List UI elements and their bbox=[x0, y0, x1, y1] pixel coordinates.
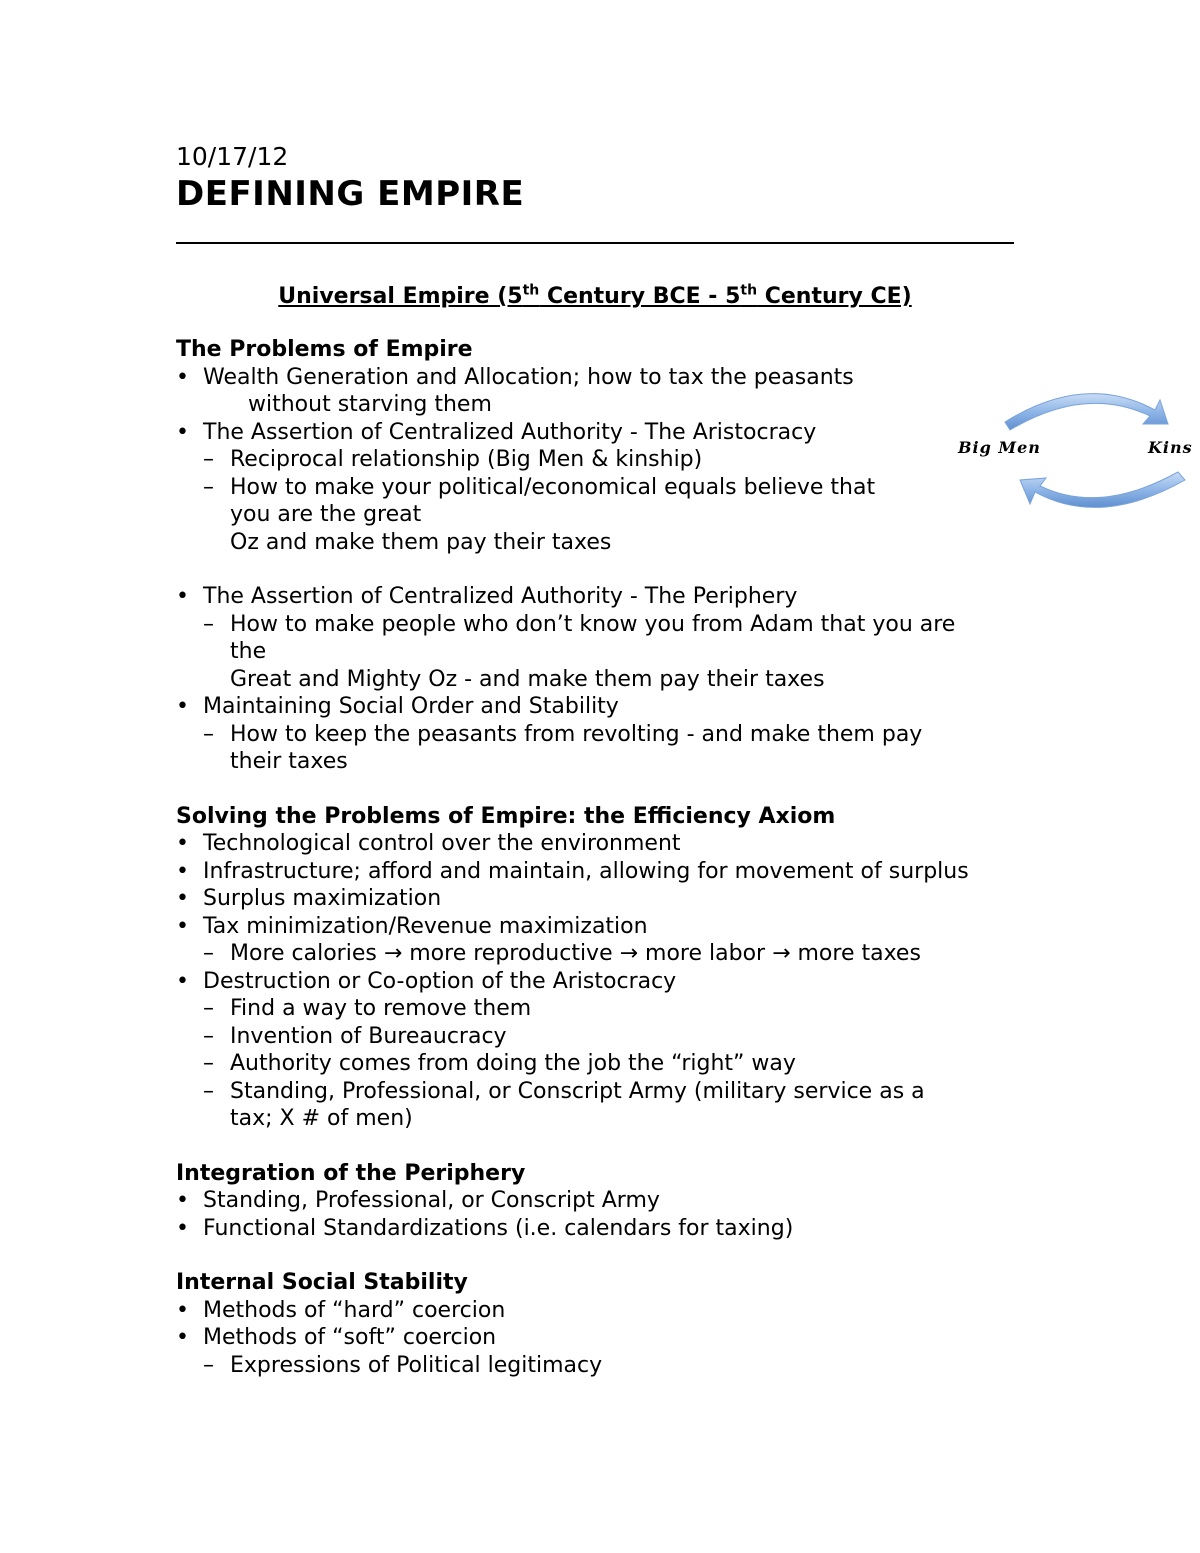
section-heading: Solving the Problems of Empire: the Efficiency Axiom bbox=[176, 803, 836, 829]
list-item-text: • Standing, Professional, or Conscript Army bbox=[203, 1188, 660, 1213]
list-item-text: • Wealth Generation and Allocation; how to tax the peasants bbox=[203, 364, 854, 390]
bullet-list bbox=[176, 583, 1036, 776]
sub-list-item-text: the bbox=[230, 639, 267, 664]
list-item-text: • The Assertion of Centralized Authority - The Periphery bbox=[203, 584, 798, 609]
subtitle-superscript: th bbox=[522, 282, 540, 299]
dash-marker: – bbox=[203, 474, 214, 500]
sub-list-item bbox=[203, 446, 1036, 474]
list-item bbox=[176, 583, 1036, 693]
section-heading: Internal Social Stability bbox=[176, 1270, 468, 1295]
sub-list-item-text: How to keep the peasants from revolting - and make them pay bbox=[230, 721, 923, 747]
sub-list-item bbox=[203, 1078, 1036, 1133]
title-divider bbox=[176, 242, 1014, 244]
sub-list-item-text: How to make people who don’t know you from Adam that you are bbox=[230, 611, 956, 637]
sub-list-item-text: Standing, Professional, or Conscript Army (military service as a bbox=[230, 1078, 925, 1104]
sub-list-item bbox=[203, 611, 1036, 694]
bullet-list bbox=[176, 830, 1036, 1133]
list-item-text: • Tax minimization/Revenue maximization bbox=[203, 913, 648, 939]
diagram-label-big-men: Big Men bbox=[958, 438, 1041, 457]
bullet-list bbox=[176, 1187, 1036, 1242]
dash-marker: – bbox=[203, 1023, 214, 1049]
sub-list-item bbox=[203, 995, 1036, 1023]
sub-list-item-text: Expressions of Political legitimacy bbox=[230, 1352, 603, 1378]
document-title: DEFINING EMPIRE bbox=[176, 174, 525, 214]
list-item-text: • Maintaining Social Order and Stability bbox=[203, 694, 619, 719]
dash-marker: – bbox=[203, 611, 214, 637]
subtitle-text: Century CE) bbox=[757, 284, 912, 309]
bullet-list bbox=[176, 364, 1036, 557]
sub-list-item-text: Oz and make them pay their taxes bbox=[230, 529, 612, 555]
subtitle-text: Century BCE - 5 bbox=[539, 284, 741, 309]
list-item-text: without starving them bbox=[248, 392, 492, 417]
sub-list-item-text: Reciprocal relationship (Big Men & kinship) bbox=[230, 447, 703, 472]
sub-list-item-text: you are the great bbox=[230, 502, 422, 527]
list-item bbox=[176, 885, 1036, 913]
sub-list-item-text: How to make your political/economical equals believe that bbox=[230, 474, 876, 500]
list-item bbox=[176, 968, 1036, 1133]
dash-marker: – bbox=[203, 1051, 214, 1076]
sub-list-item-text: tax; X # of men) bbox=[230, 1106, 413, 1131]
list-item-text: • Infrastructure; afford and maintain, allowing for movement of surplus bbox=[203, 858, 969, 884]
list-item-text: • Methods of “soft” coercion bbox=[203, 1325, 497, 1350]
list-item-text: • Technological control over the environment bbox=[203, 831, 681, 856]
list-item-text: • Functional Standardizations (i.e. calendars for taxing) bbox=[203, 1215, 794, 1241]
sub-list-item-text: More calories → more reproductive → more labor → more taxes bbox=[230, 941, 921, 966]
list-item bbox=[176, 858, 1036, 886]
subtitle-superscript: th bbox=[740, 282, 758, 299]
document-date: 10/17/12 bbox=[176, 142, 289, 171]
sub-list-item-text: their taxes bbox=[230, 749, 348, 774]
list-item-text: • Surplus maximization bbox=[203, 886, 442, 911]
bullet-list bbox=[176, 1297, 1036, 1380]
sub-list-item bbox=[203, 1352, 1036, 1380]
list-item bbox=[176, 1187, 1036, 1215]
dash-marker: – bbox=[203, 721, 214, 747]
dash-marker: – bbox=[203, 1078, 214, 1104]
section-heading: The Problems of Empire bbox=[176, 337, 473, 362]
list-item bbox=[176, 1297, 1036, 1325]
spacer bbox=[176, 1133, 1036, 1160]
section-heading: Integration of the Periphery bbox=[176, 1160, 526, 1186]
sub-list-item-text: Great and Mighty Oz - and make them pay their taxes bbox=[230, 666, 825, 692]
sub-list-item bbox=[203, 1023, 1036, 1051]
sub-list-item-text: Authority comes from doing the job the “right” way bbox=[230, 1051, 796, 1076]
sub-list-item bbox=[203, 1050, 1036, 1078]
dash-marker: – bbox=[203, 447, 214, 472]
section-subtitle bbox=[176, 283, 1014, 311]
diagram-label-kinship: Kins bbox=[1148, 438, 1193, 457]
list-item-text: • The Assertion of Centralized Authority - The Aristocracy bbox=[203, 419, 817, 445]
list-item bbox=[176, 913, 1036, 968]
sub-list-item bbox=[203, 721, 1036, 776]
spacer bbox=[176, 776, 1036, 803]
spacer bbox=[176, 556, 1036, 583]
sub-list-item bbox=[203, 474, 1036, 557]
dash-marker: – bbox=[203, 996, 214, 1021]
sub-list-item bbox=[203, 940, 1036, 968]
subtitle-text: Universal Empire (5 bbox=[278, 284, 523, 309]
list-item bbox=[176, 419, 1036, 557]
list-item bbox=[176, 830, 1036, 858]
document-body bbox=[176, 336, 1036, 1379]
dash-marker: – bbox=[203, 941, 214, 966]
list-item-text: • Methods of “hard” coercion bbox=[203, 1297, 506, 1323]
bottom-arrow-shape bbox=[1020, 472, 1185, 507]
list-item bbox=[176, 364, 1036, 419]
list-item bbox=[176, 1215, 1036, 1243]
dash-marker: – bbox=[203, 1352, 214, 1378]
list-item-text: • Destruction or Co-option of the Aristocracy bbox=[203, 968, 677, 994]
spacer bbox=[176, 1242, 1036, 1269]
sub-list-item-text: Find a way to remove them bbox=[230, 996, 532, 1021]
sub-list-item-text: Invention of Bureaucracy bbox=[230, 1023, 507, 1049]
list-item bbox=[176, 693, 1036, 776]
list-item bbox=[176, 1324, 1036, 1379]
